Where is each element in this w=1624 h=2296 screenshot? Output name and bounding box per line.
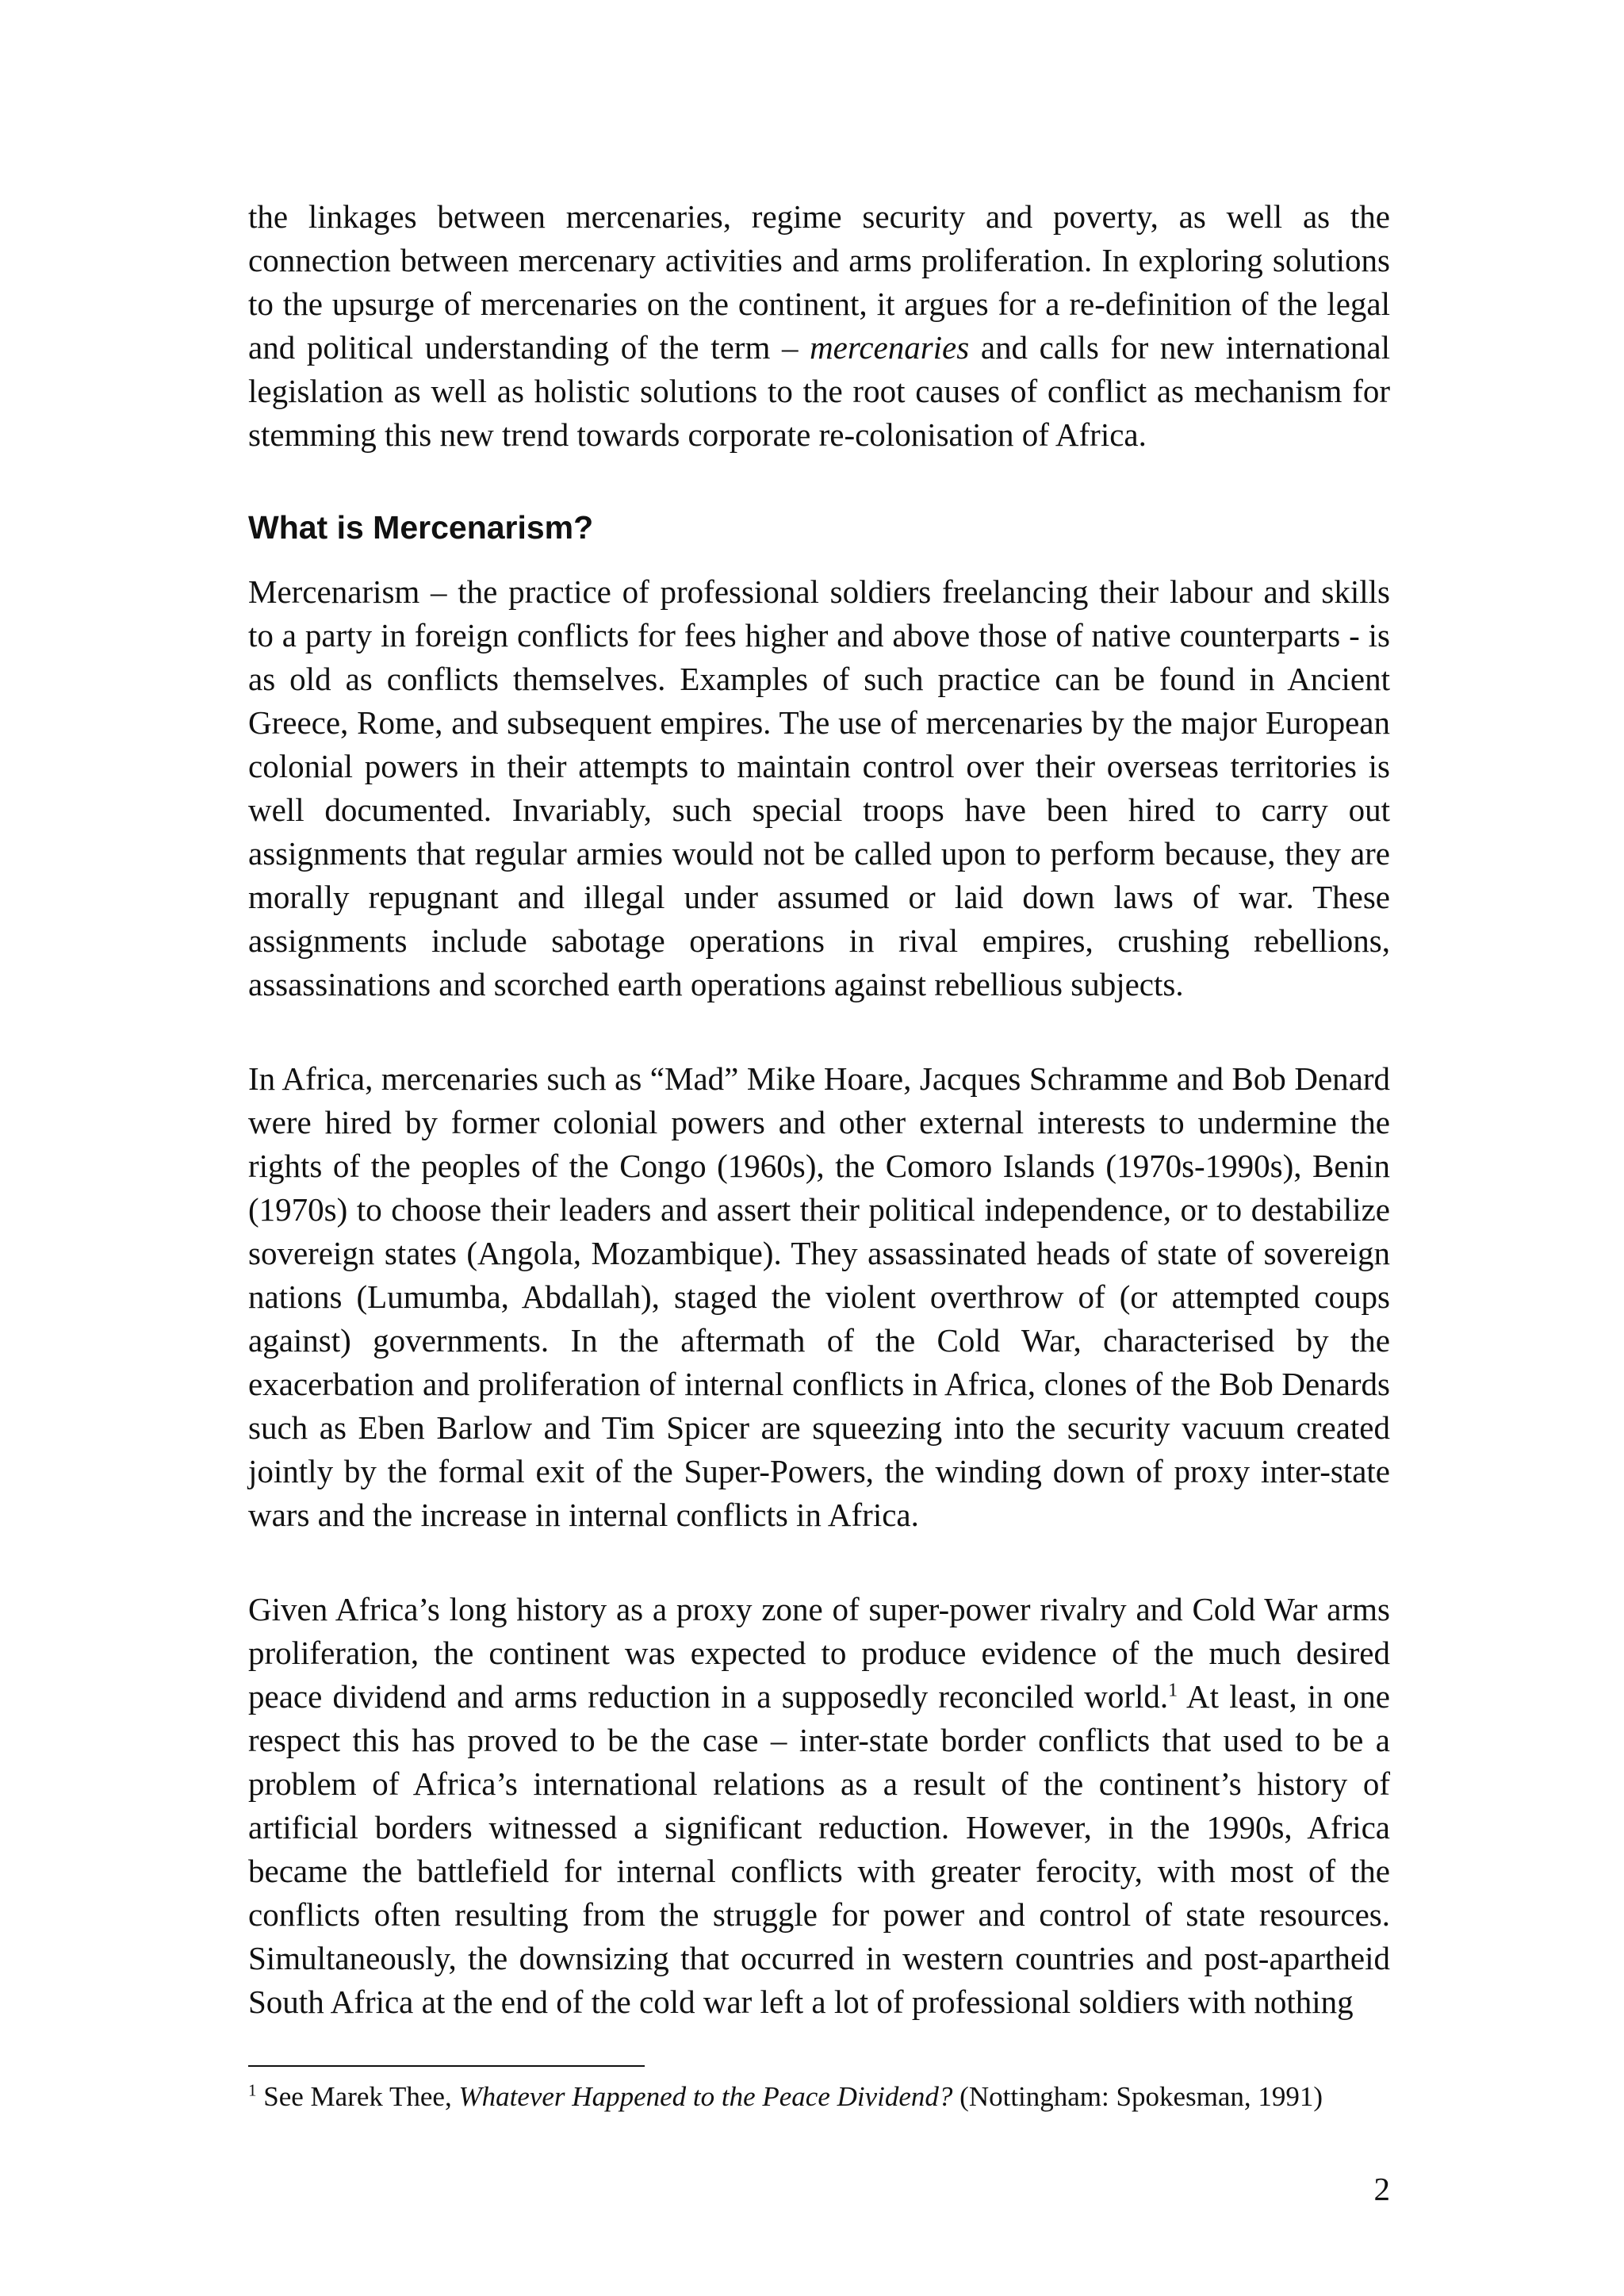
paragraph-definition: Mercenarism – the practice of professional soldiers freelancing their labour and skills to a party in foreign conflicts for fees higher and above those of native counterparts - is as old as conflicts themselves. Examples of such practice can be found in Ancient Greece, Rome, and subsequent empires. The use of mercenaries by the major European colonial powers in their attempts to maintain control over their overseas territories is well documented. Invariably, such special troops have been hired to carry out assignments that regular armies would not be called upon to perform because, they are morally repugnant and illegal under assumed or laid down laws of war. These assignments include sabotage operations in rival empires, crushing rebellions, assassinations and scorched earth operations against rebellious subjects. [248, 573, 1390, 1002]
paragraph-intro-continuation [248, 195, 1390, 457]
paragraph-africa-mercenaries: In Africa, mercenaries such as “Mad” Mike Hoare, Jacques Schramme and Bob Denard were hired by former colonial powers and other external interests to undermine the rights of the peoples of the Congo (1960s), the Comoro Islands (1970s-1990s), Benin (1970s) to choose their leaders and assert their political independence, or to destabilize sovereign states (Angola, Mozambique). They assassinated heads of state of sovereign nations (Lumumba, Abdallah), staged the violent overthrow of (or attempted coups against) governments. In the aftermath of the Cold War, characterised by the exacerbation and proliferation of internal conflicts in Africa, clones of the Bob Denards such as Eben Barlow and Tim Spicer are squeezing into the security vacuum created jointly by the formal exit of the Super-Powers, the winding down of proxy inter-state wars and the increase in internal conflicts in Africa. [248, 1060, 1390, 1533]
footnote-text: See Marek Thee, [256, 2081, 459, 2112]
footnote-divider [248, 2065, 645, 2067]
footnote-number: 1 [248, 2080, 257, 2100]
paragraph-text: At least, in one respect this has proved to be the case – inter-state border conflicts that used to be a problem of Africa’s international relations as a result of the continent’s history of artificial borders witnessed a significant reduction. However, in the 1990s, Africa became the battlefield for internal conflicts with greater ferocity, with most of the conflicts often resulting from the struggle for power and control of state resources. Simultaneously, the downsizing that occurred in western countries and post-apartheid South Africa at the end of the cold war left a lot of professional soldiers with nothing [248, 1678, 1391, 2020]
page-number: 2 [1373, 2171, 1390, 2207]
section-heading: What is Mercenarism? [248, 509, 594, 546]
footnote-title: Whatever Happened to the Peace Dividend? [458, 2081, 953, 2112]
document-body [248, 195, 1390, 2024]
italic-term: mercenaries [810, 329, 970, 366]
footnote-reference[interactable]: 1 [1168, 1680, 1178, 1701]
footnote-text: (Nottingham: Spokesman, 1991) [952, 2081, 1323, 2112]
paragraph-text: Given Africa’s long history as a proxy zone of super-power rivalry and Cold War arms proliferation, the continent was expected to produce evidence of the much desired peace dividend and arms reduction in a supposedly reconciled world. [248, 1591, 1390, 1715]
paragraph-cold-war [248, 1588, 1390, 2024]
paragraph-text: and calls for new international legislation as well as holistic solutions to the root causes of conflict as mechanism for stemming this new trend towards corporate re-colonisation of Africa. [248, 329, 1390, 453]
paragraph-text: the linkages between mercenaries, regime security and poverty, as well as the connection between mercenary activities and arms proliferation. In exploring solutions to the upsurge of mercenaries on the continent, it argues for a re-definition of the legal and political understanding of the term – [248, 198, 1390, 366]
footnote [248, 2078, 1390, 2116]
